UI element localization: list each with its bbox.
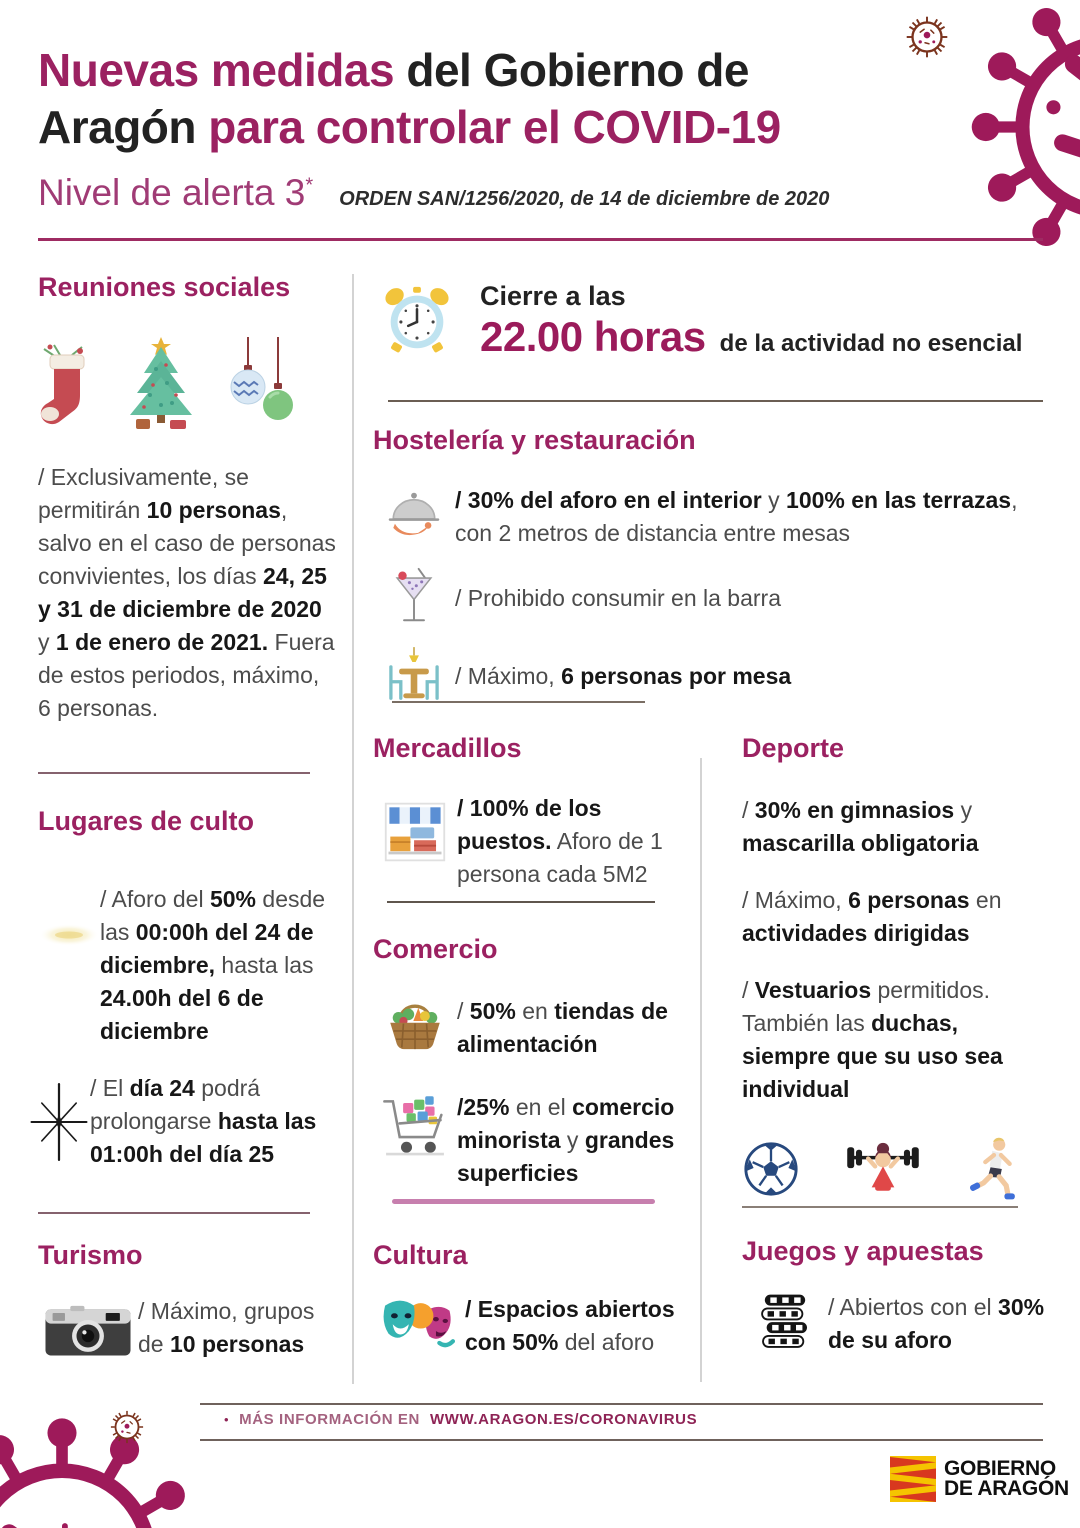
logo-line-2: DE ARAGÓN — [944, 1477, 1069, 1500]
section-title-hosteleria: Hostelería y restauración — [373, 425, 696, 455]
market-stall-icon — [373, 800, 457, 864]
divider — [38, 772, 310, 774]
bullet-dot: • — [224, 1412, 230, 1427]
cultura-item-1: / Espacios abiertos con 50% del aforo — [465, 1296, 675, 1355]
page-title — [38, 42, 898, 156]
divider — [742, 1206, 1018, 1208]
star-icon — [28, 1076, 90, 1168]
closure-scope: de la actividad no esencial — [719, 330, 1023, 357]
section-title-culto: Lugares de culto — [38, 806, 255, 836]
deporte-item-3: / Vestuarios permitidos. También las duchas, siempre que su uso sea individual — [742, 977, 1003, 1102]
section-turismo — [38, 1240, 350, 1361]
section-title-comercio: Comercio — [373, 934, 498, 964]
section-hosteleria — [373, 425, 1045, 708]
section-title-cultura: Cultura — [373, 1240, 468, 1270]
culto-item-1: / Aforo del 50% desde las 00:00h del 24 de diciembre, hasta las 24.00h del 6 de diciembre — [100, 886, 326, 1044]
section-reuniones — [38, 272, 338, 725]
footer-info-prefix: MÁS INFORMACIÓN EN — [239, 1411, 420, 1428]
poker-chips-icon — [742, 1291, 828, 1357]
alert-row — [38, 172, 829, 214]
section-juegos — [742, 1236, 1054, 1357]
header-divider — [38, 238, 1043, 241]
hosteleria-item-3: / Máximo, 6 personas por mesa — [455, 662, 792, 689]
alarm-clock-icon — [378, 281, 456, 359]
footer-divider-bottom — [200, 1439, 1043, 1441]
juegos-item-1: / Abiertos con el 30% de su aforo — [828, 1294, 1045, 1353]
section-mercadillos — [373, 733, 685, 891]
closure-intro: Cierre a las — [480, 281, 626, 311]
title-rest-2: Aragón — [38, 101, 209, 153]
table-chairs-icon — [373, 644, 455, 708]
deporte-icons-row — [742, 1136, 1044, 1202]
order-reference: ORDEN SAN/1256/2020, de 14 de diciembre de 2020 — [339, 188, 830, 210]
closure-time: 22.00 horas — [480, 313, 706, 360]
section-title-juegos: Juegos y apuestas — [742, 1236, 984, 1266]
reuniones-icons-row — [38, 335, 338, 433]
mercadillos-item-1: / 100% de los puestos. Aforo de 1 persona cada 5M2 — [457, 795, 663, 887]
shopping-cart-icon — [373, 1091, 457, 1161]
section-comercio — [373, 934, 685, 1190]
section-cultura — [373, 1240, 695, 1359]
hosteleria-item-2: / Prohibido consumir en la barra — [455, 584, 781, 611]
baubles-icon — [228, 337, 294, 433]
column-divider-right — [700, 758, 702, 1382]
small-virus-icon — [898, 8, 956, 66]
closure-banner — [378, 281, 1048, 361]
alert-level: Nivel de alerta 3* — [38, 172, 314, 213]
logo-line-1: GOBIERNO — [944, 1457, 1056, 1480]
column-divider-left — [352, 274, 354, 1384]
divider — [392, 1199, 655, 1204]
logo-text — [944, 1459, 1069, 1499]
running-icon — [966, 1136, 1022, 1202]
reuniones-text: / Exclusivamente, se permitirán 10 personas, salvo en el caso de personas convivientes, los días 24, 25 y 31 de diciembre de 2020 y 1 de enero de 2021. Fuera de estos periodos, máximo, 6 personas. — [38, 464, 336, 721]
section-deporte — [742, 733, 1044, 1202]
title-rest-1: del Gobierno de — [394, 44, 749, 96]
aragon-flag-icon — [890, 1456, 936, 1502]
section-title-turismo: Turismo — [38, 1240, 143, 1270]
cocktail-icon — [373, 560, 455, 636]
christmas-tree-icon — [120, 335, 202, 433]
christmas-stocking-icon — [38, 343, 94, 433]
divider — [392, 701, 645, 703]
footer-info — [224, 1411, 697, 1428]
cloche-hand-icon — [373, 484, 455, 542]
gobierno-aragon-logo — [890, 1456, 1069, 1502]
culto-item-2: / El día 24 podrá prolongarse hasta las 01:00h del día 25 — [90, 1075, 317, 1167]
divider — [387, 901, 655, 903]
food-basket-icon — [373, 995, 457, 1057]
hosteleria-item-1: / 30% del aforo en el interior y 100% en las terrazas, con 2 metros de distancia entre mesas — [455, 487, 1018, 546]
divider — [388, 400, 1043, 402]
camera-icon — [38, 1297, 138, 1359]
soccer-ball-icon — [742, 1140, 800, 1198]
comercio-item-1: / 50% en tiendas de alimentación — [457, 998, 668, 1057]
small-virus-icon — [104, 1404, 150, 1450]
footer-info-url: WWW.ARAGON.ES/CORONAVIRUS — [429, 1411, 698, 1428]
title-accent-2: para controlar el COVID-19 — [208, 101, 781, 153]
candle-glow-icon — [38, 917, 100, 953]
footer-divider-top — [200, 1403, 1043, 1405]
comercio-item-2: /25% en el comercio minorista y grandes superficies — [457, 1094, 675, 1186]
section-title-deporte: Deporte — [742, 733, 845, 763]
theater-masks-icon — [373, 1293, 465, 1359]
weightlifting-icon — [842, 1138, 924, 1200]
title-accent-1: Nuevas medidas — [38, 44, 395, 96]
section-culto — [38, 806, 340, 1171]
deporte-item-2: / Máximo, 6 personas en actividades dirigidas — [742, 887, 1002, 946]
deporte-item-1: / 30% en gimnasios y mascarilla obligatoria — [742, 797, 979, 856]
divider — [38, 1212, 310, 1214]
section-title-reuniones: Reuniones sociales — [38, 272, 291, 302]
section-title-mercadillos: Mercadillos — [373, 733, 522, 763]
turismo-item-1: / Máximo, grupos de 10 personas — [138, 1298, 315, 1357]
alert-note-mark: * — [305, 174, 314, 197]
